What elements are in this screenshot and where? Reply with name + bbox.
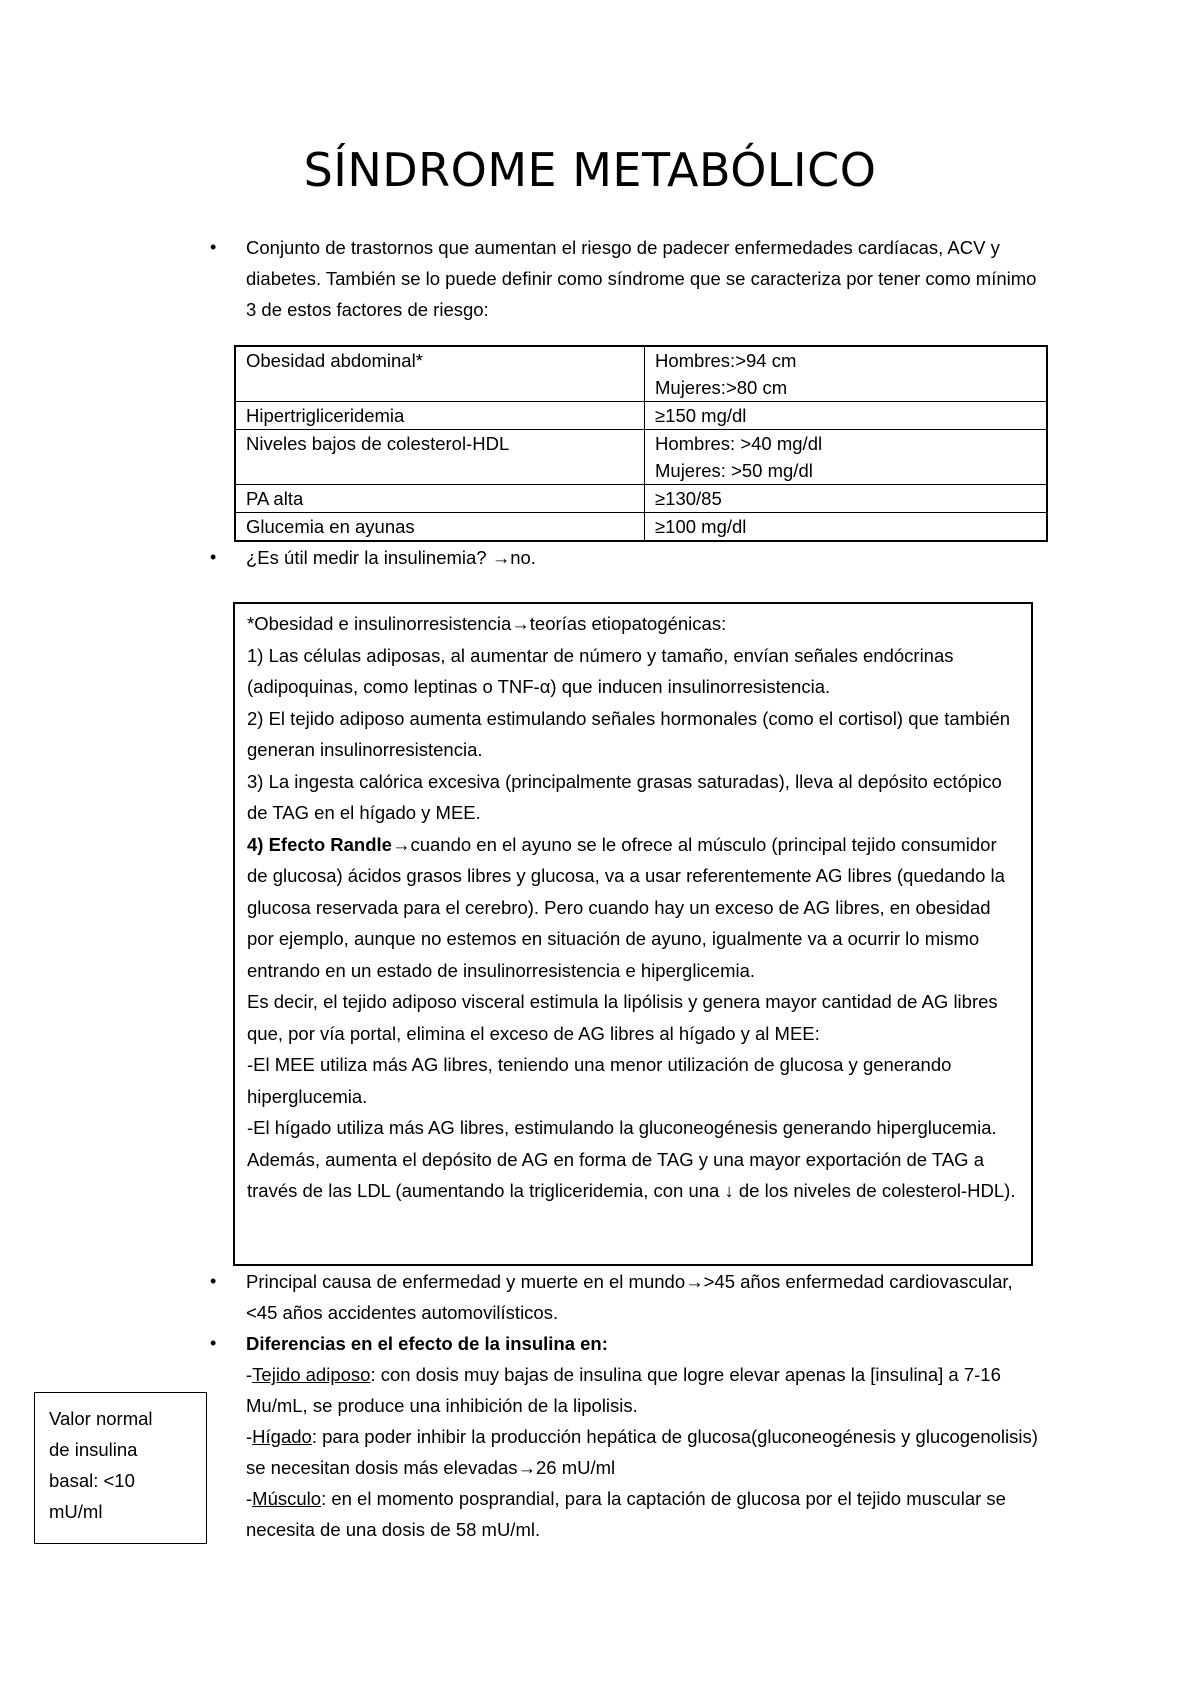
etiopathogenic-theories-box	[233, 602, 1033, 1266]
bullet-marker: •	[210, 237, 217, 257]
theory-number: 3)	[247, 770, 264, 792]
value-cell	[645, 430, 1048, 485]
bullet-marker: •	[210, 1333, 217, 1353]
theory-4	[247, 829, 1019, 987]
theory-4-label: 4) Efecto Randle	[247, 833, 392, 855]
tissue-text: : con dosis muy bajas de insulina que logre elevar apenas la [insulina] a 7-16 Mu/mL, se produce una inhibición de la lipolisis.	[246, 1364, 1001, 1416]
note-line: de insulina	[49, 1439, 138, 1460]
theory-1	[247, 640, 1019, 703]
value-line: ≥100 mg/dl	[655, 516, 747, 537]
value-line: Hombres:>94 cm	[655, 350, 797, 371]
bullet-main-cause	[210, 1266, 1046, 1328]
theory-text: La ingesta calórica excesiva (principalmente grasas saturadas), lleva al depósito ectópico de TAG en el hígado y MEE.	[247, 770, 1002, 823]
page-title: SÍNDROME METABÓLICO	[303, 143, 877, 197]
value-line: Mujeres: >50 mg/dl	[655, 460, 813, 481]
tissue-label: Músculo	[252, 1488, 322, 1509]
note-line: Valor normal	[49, 1408, 153, 1429]
factor-cell: PA alta	[235, 485, 645, 513]
value-cell	[645, 513, 1048, 542]
factor-cell: Obesidad abdominal*	[235, 346, 645, 402]
tissue-text: : en el momento posprandial, para la captación de glucosa por el tejido muscular se necesita de una dosis de 58 mU/ml.	[246, 1488, 1006, 1540]
difference-adipose	[246, 1359, 1046, 1421]
liver-effect: -El hígado utiliza más AG libres, estimulando la gluconeogénesis generando hiperglucemia. Además, aumenta el depósito de AG en forma de TAG y una mayor exportación de TAG a través de las LDL (aumentando la trigliceridemia, con una ↓ de los niveles de colesterol-HDL).	[247, 1117, 1016, 1201]
insulin-question-text: ¿Es útil medir la insulinemia? →no.	[246, 547, 536, 568]
value-cell	[645, 402, 1048, 430]
box-summary: Es decir, el tejido adiposo visceral estimula la lipólisis y genera mayor cantidad de AG libres que, por vía portal, elimina el exceso de AG libres al hígado y al MEE:	[247, 991, 998, 1044]
main-cause-text: Principal causa de enfermedad y muerte en el mundo→>45 años enfermedad cardiovascular, <45 años accidentes automovilísticos.	[246, 1271, 1013, 1323]
value-line: Mujeres:>80 cm	[655, 377, 788, 398]
table-row	[235, 485, 1047, 513]
difference-muscle	[246, 1483, 1046, 1545]
value-cell	[645, 485, 1048, 513]
table-row	[235, 402, 1047, 430]
note-line: basal: <10	[49, 1470, 135, 1491]
tissue-text: : para poder inhibir la producción hepática de glucosa(gluconeogénesis y glucogenolisis) se necesitan dosis más elevadas→26 mU/ml	[246, 1426, 1038, 1478]
theory-text: El tejido adiposo aumenta estimulando señales hormonales (como el cortisol) que también generan insulinorresistencia.	[247, 707, 1011, 760]
theory-text: →cuando en el ayuno se le ofrece al músculo (principal tejido consumidor de glucosa) ácidos grasos libres y glucosa, va a usar referentemente AG libres (quedando la glucosa reservada para el cerebro). Pero cuando hay un exceso de AG libres, en obesidad por ejemplo, aunque no estemos en situación de ayuno, igualmente va a ocurrir lo mismo entrando en un estado de insulinorresistencia e hiperglicemia.	[247, 833, 1005, 981]
value-line: ≥130/85	[655, 488, 722, 509]
tissue-label: Tejido adiposo	[252, 1364, 371, 1385]
factor-cell: Hipertrigliceridemia	[235, 402, 645, 430]
dash: -	[246, 1426, 253, 1447]
box-heading: *Obesidad e insulinorresistencia→teorías etiopatogénicas:	[247, 613, 727, 634]
theory-3	[247, 766, 1019, 829]
bullet-insulin-differences	[210, 1328, 1046, 1545]
differences-heading: Diferencias en el efecto de la insulina en:	[246, 1333, 608, 1354]
table-row	[235, 513, 1047, 542]
value-line: Hombres: >40 mg/dl	[655, 433, 823, 454]
theory-text: Las células adiposas, al aumentar de número y tamaño, envían señales endócrinas (adipoquinas, como leptinas o TNF-α) que inducen insulinorresistencia.	[247, 644, 954, 697]
theory-2	[247, 703, 1019, 766]
theory-number: 1)	[247, 644, 264, 666]
difference-liver	[246, 1421, 1046, 1483]
theory-number: 2)	[247, 707, 264, 729]
value-line: ≥150 mg/dl	[655, 405, 747, 426]
bullet-intro	[210, 232, 1046, 325]
bullet-marker: •	[210, 547, 217, 567]
table-row	[235, 346, 1047, 402]
value-cell	[645, 346, 1048, 402]
mee-effect: -El MEE utiliza más AG libres, teniendo una menor utilización de glucosa y generando hiperglucemia.	[247, 1054, 952, 1107]
dash: -	[246, 1364, 253, 1385]
factor-cell: Niveles bajos de colesterol-HDL	[235, 430, 645, 485]
risk-factors-table	[234, 345, 1048, 542]
note-line: mU/ml	[49, 1501, 103, 1522]
factor-cell: Glucemia en ayunas	[235, 513, 645, 542]
table-row	[235, 430, 1047, 485]
tissue-label: Hígado	[252, 1426, 312, 1447]
bullet-insulin-question	[210, 542, 1046, 573]
dash: -	[246, 1488, 253, 1509]
normal-insulin-note	[34, 1392, 207, 1544]
intro-text: Conjunto de trastornos que aumentan el riesgo de padecer enfermedades cardíacas, ACV y diabetes. También se lo puede definir como síndrome que se caracteriza por tener como mínimo 3 de estos factores de riesgo:	[246, 237, 1037, 320]
bullet-marker: •	[210, 1271, 217, 1291]
